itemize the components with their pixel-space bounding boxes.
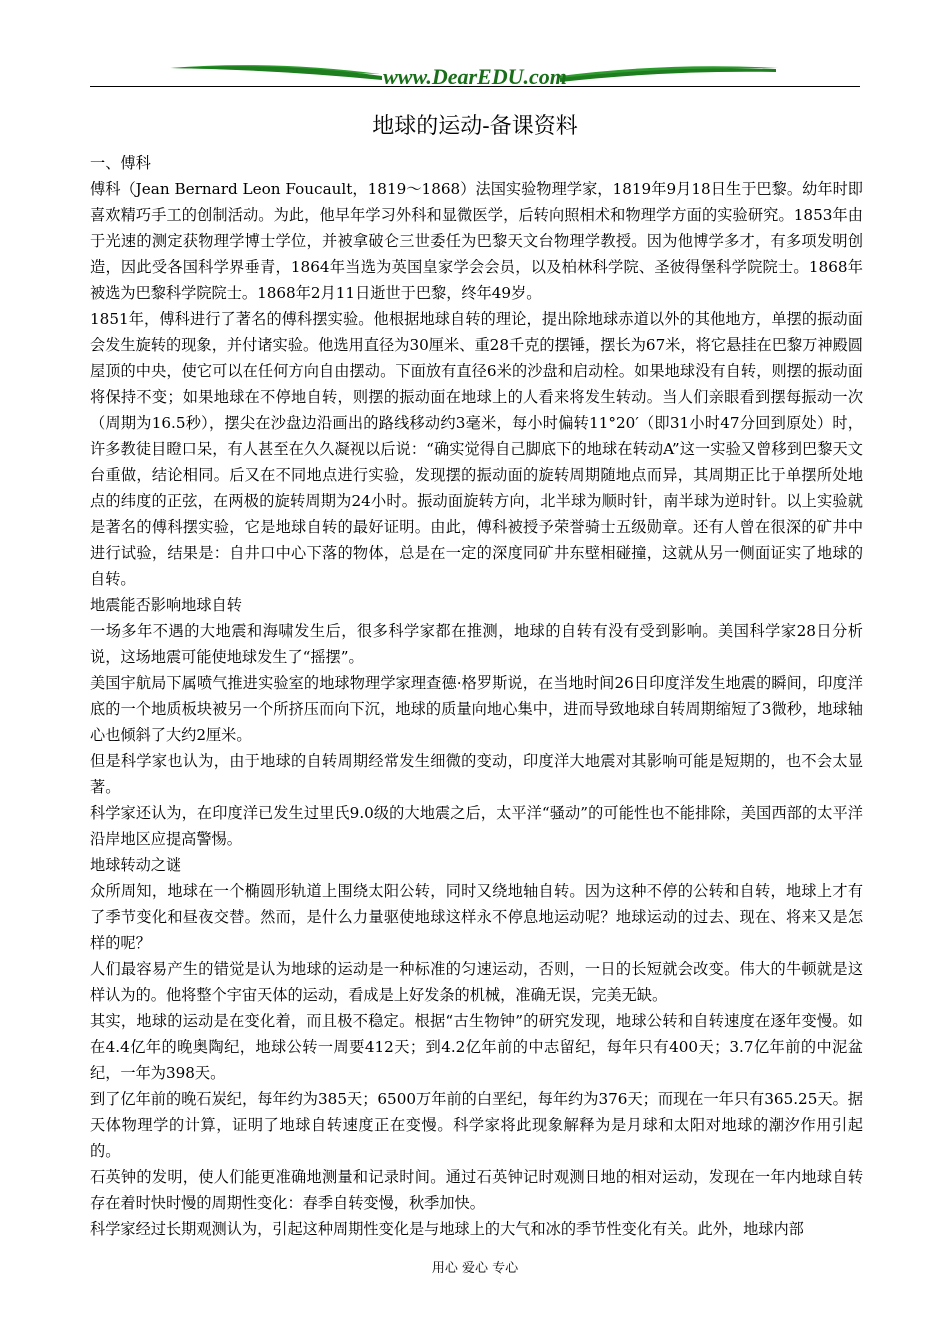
section-heading-rotation-mystery: 地球转动之谜 — [90, 856, 182, 874]
paragraph: 美国宇航局下属喷气推进实验室的地球物理学家理查德·格罗斯说，在当地时间26日印度洋发生地震的瞬间，印度洋底的一个地质板块被另一个所挤压而向下沉，地球的质量向地心集中，进而导致地球自转周期缩短了3微秒，地球轴心也倾斜了大约2厘米。 — [90, 674, 863, 744]
paragraph: 到了亿年前的晚石炭纪，每年约为385天；6500万年前的白垩纪，每年约为376天；而现在一年只有365.25天。据天体物理学的计算，证明了地球自转速度正在变慢。科学家将此现象解释为是月球和太阳对地球的潮汐作用引起的。 — [90, 1090, 863, 1160]
right-swoosh-shadow-icon — [560, 68, 776, 82]
document-body — [90, 150, 863, 1242]
paragraph: 石英钟的发明，使人们能更准确地测量和记录时间。通过石英钟记时观测日地的相对运动，发现在一年内地球自转存在着时快时慢的周期性变化：春季自转变慢，秋季加快。 — [90, 1168, 863, 1212]
document-title: 地球的运动-备课资料 — [372, 114, 578, 139]
paragraph: 1851年，傅科进行了著名的傅科摆实验。他根据地球自转的理论，提出除地球赤道以外的其他地方，单摆的振动面会发生旋转的现象，并付诸实验。他选用直径为30厘米、重28千克的摆锤，摆长为67米，将它悬挂在巴黎万神殿圆屋顶的中央，使它可以在任何方向自由摆动。下面放有直径6米的沙盘和启动栓。如果地球没有自转，则摆的振动面将保持不变；如果地球在不停地自转，则摆的振动面在地球上的人看来将发生转动。当人们亲眼看到摆每振动一次（周期为16.5秒），摆尖在沙盘边沿画出的路线移动约3毫米，每小时偏转11°20′（即31小时47分回到原处）时，许多教徒目瞪口呆，有人甚至在久久凝视以后说：“确实觉得自己脚底下的地球在转动A”这一实验又曾移到巴黎天文台重做，结论相同。后又在不同地点进行实验，发现摆的振动面的旋转周期随地点而异，其周期正比于单摆所处地点的纬度的正弦，在两极的旋转周期为24小时。振动面旋转方向，北半球为顺时针，南半球为逆时针。以上实验就是著名的傅科摆实验，它是地球自转的最好证明。由此，傅科被授予荣誉骑士五级勋章。还有人曾在很深的矿井中进行试验，结果是：自井口中心下落的物体，总是在一定的深度同矿井东壁相碰撞，这就从另一侧面证实了地球的自转。 — [90, 310, 863, 588]
section-heading-earthquake: 地震能否影响地球自转 — [90, 596, 242, 614]
page-footer: 用心 爱心 专心 — [431, 1261, 519, 1276]
paragraph: 众所周知，地球在一个椭圆形轨道上围绕太阳公转，同时又绕地轴自转。因为这种不停的公转和自转，地球上才有了季节变化和昼夜交替。然而，是什么力量驱使地球这样永不停息地运动呢？地球运动的过去、现在、将来又是怎样的呢？ — [90, 882, 863, 952]
paragraph: 傅科（Jean Bernard Leon Foucault，1819～1868）法国实验物理学家，1819年9月18日生于巴黎。幼年时即喜欢精巧手工的创制活动。为此，他早年学习外科和显微医学，后转向照相术和物理学方面的实验研究。1853年由于光速的测定获物理学博士学位，并被拿破仑三世委任为巴黎天文台物理学教授。因为他博学多才，有多项发明创造，因此受各国科学界垂青，1864年当选为英国皇家学会会员，以及柏林科学院、圣彼得堡科学院院士。1868年被选为巴黎科学院院士。1868年2月11日逝世于巴黎，终年49岁。 — [90, 180, 863, 302]
header-rule — [90, 86, 860, 87]
paragraph: 科学家还认为，在印度洋已发生过里氏9.0级的大地震之后，太平洋“骚动”的可能性也不能排除，美国西部的太平洋沿岸地区应提高警惕。 — [90, 804, 863, 848]
paragraph: 科学家经过长期观测认为，引起这种周期性变化是与地球上的大气和冰的季节性变化有关。此外，地球内部 — [90, 1220, 804, 1238]
left-swoosh-shadow-icon — [172, 66, 382, 80]
paragraph: 一场多年不遇的大地震和海啸发生后，很多科学家都在推测，地球的自转有没有受到影响。美国科学家28日分析说，这场地震可能使地球发生了“摇摆”。 — [90, 622, 863, 666]
paragraph: 其实，地球的运动是在变化着，而且极不稳定。根据“古生物钟”的研究发现，地球公转和自转速度在逐年变慢。如在4.4亿年的晚奥陶纪，地球公转一周要412天；到4.2亿年前的中志留纪，每年只有400天；3.7亿年前的中泥盆纪，一年为398天。 — [90, 1012, 863, 1082]
logo-text: www.DearEDU.com — [383, 64, 567, 89]
paragraph: 但是科学家也认为，由于地球的自转周期经常发生细微的变动，印度洋大地震对其影响可能是短期的，也不会太显著。 — [90, 752, 863, 796]
section-heading-foucault: 一、傅科 — [90, 154, 151, 172]
paragraph: 人们最容易产生的错觉是认为地球的运动是一种标准的匀速运动，否则，一日的长短就会改变。伟大的牛顿就是这样认为的。他将整个宇宙天体的运动，看成是上好发条的机械，准确无误，完美无缺。 — [90, 960, 863, 1004]
